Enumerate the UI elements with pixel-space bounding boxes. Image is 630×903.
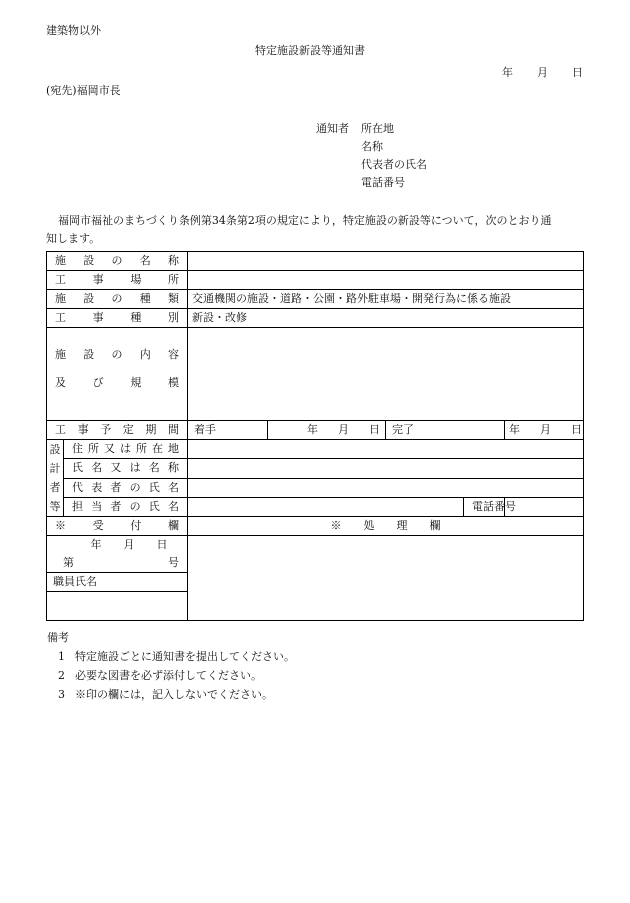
form-category: 建築物以外	[46, 24, 101, 37]
notifier-phone: 電話番号	[361, 176, 405, 189]
note-num-1: 1	[58, 650, 65, 663]
note-text-1: 特定施設ごとに通知書を提出してください。	[75, 650, 295, 663]
note-item-1	[58, 650, 295, 664]
reception-month-label: 月	[123, 538, 135, 551]
processing-header-cell	[188, 517, 584, 536]
content-scale-label-cell	[47, 328, 188, 421]
designer-name-field[interactable]	[188, 459, 584, 478]
start-date-field[interactable]	[268, 421, 386, 440]
designer-name-label: 氏名又は名称	[64, 459, 188, 478]
start-label-char1: 着手	[194, 423, 216, 436]
reception-header: ※受付欄	[47, 517, 188, 536]
finish-label: 完了	[392, 423, 414, 436]
note-item-3	[58, 688, 273, 702]
processing-header: ※処理欄	[330, 519, 441, 532]
designer-contact-label: 担当者の氏名	[64, 497, 188, 516]
reception-day-label: 日	[156, 538, 168, 551]
staff-name-label: 職員氏名	[47, 573, 188, 592]
finish-date-field[interactable]	[505, 421, 584, 440]
note-num-3: 3	[58, 688, 65, 701]
start-year-label: 年	[307, 423, 318, 436]
designer-char-2: 計	[49, 462, 61, 475]
designer-group-label	[47, 440, 64, 517]
site-field[interactable]	[188, 271, 584, 290]
body-text-line1: 福岡市福祉のまちづくり条例第34条第2項の規定により，特定施設の新設等について，次のとおり通	[58, 214, 552, 227]
start-month-label: 月	[338, 423, 349, 436]
phone-label: 電話番号	[464, 497, 505, 516]
designer-rep-label: 代表者の氏名	[64, 478, 188, 497]
content-label-line1: 施設の内容	[55, 348, 179, 361]
designer-address-label: 住所又は所在地	[64, 440, 188, 459]
notes-heading: 備考	[47, 631, 69, 644]
note-text-2: 必要な図書を必ず添付してください。	[75, 669, 262, 682]
facility-type-label: 施設の種類	[47, 290, 188, 309]
body-text-line2: 知します。	[46, 232, 101, 245]
reception-year-label: 年	[90, 538, 102, 551]
date-year-label: 年	[502, 66, 513, 79]
work-type-options[interactable]: 新設・改修	[188, 309, 584, 328]
notifier-name: 名称	[361, 140, 383, 153]
staff-name-field[interactable]	[47, 592, 188, 621]
designer-char-3: 者	[49, 481, 61, 494]
finish-day-label: 日	[571, 423, 582, 436]
schedule-label: 工事予定期間	[47, 421, 188, 440]
start-day-label: 日	[369, 423, 380, 436]
reception-number-row	[47, 554, 188, 573]
site-label: 工事場所	[47, 271, 188, 290]
content-label-line2: 及び規模	[55, 376, 179, 389]
designer-address-field[interactable]	[188, 440, 584, 459]
reception-date-row	[47, 536, 188, 555]
start-cell[interactable]	[188, 421, 268, 440]
designer-char-4: 等	[49, 500, 61, 513]
facility-type-options[interactable]: 交通機関の施設・道路・公園・路外駐車場・開発行為に係る施設	[188, 290, 584, 309]
note-text-3: ※印の欄には，記入しないでください。	[75, 688, 273, 701]
designer-char-1: 設	[49, 443, 61, 456]
form-title: 特定施設新設等通知書	[255, 44, 365, 57]
number-suffix: 号	[168, 556, 179, 569]
facility-name-field[interactable]	[188, 252, 584, 271]
facility-name-label: 施設の名称	[47, 252, 188, 271]
notifier-address: 所在地	[361, 122, 394, 135]
finish-month-label: 月	[540, 423, 551, 436]
note-num-2: 2	[58, 669, 65, 682]
processing-field[interactable]	[188, 536, 584, 621]
addressee: (宛先)福岡市長	[46, 84, 121, 97]
note-item-2	[58, 669, 262, 683]
finish-year-label: 年	[509, 423, 520, 436]
notification-form-table	[46, 251, 584, 621]
number-prefix: 第	[63, 556, 74, 569]
date-day-label: 日	[572, 66, 583, 79]
notifier-label: 通知者	[316, 122, 349, 135]
work-type-label: 工事種別	[47, 309, 188, 328]
phone-field[interactable]	[505, 497, 584, 516]
notifier-representative: 代表者の氏名	[361, 158, 427, 171]
date-month-label: 月	[537, 66, 548, 79]
designer-rep-field[interactable]	[188, 478, 584, 497]
finish-cell[interactable]	[386, 421, 505, 440]
content-scale-field[interactable]	[188, 328, 584, 421]
designer-contact-field[interactable]	[188, 497, 464, 516]
